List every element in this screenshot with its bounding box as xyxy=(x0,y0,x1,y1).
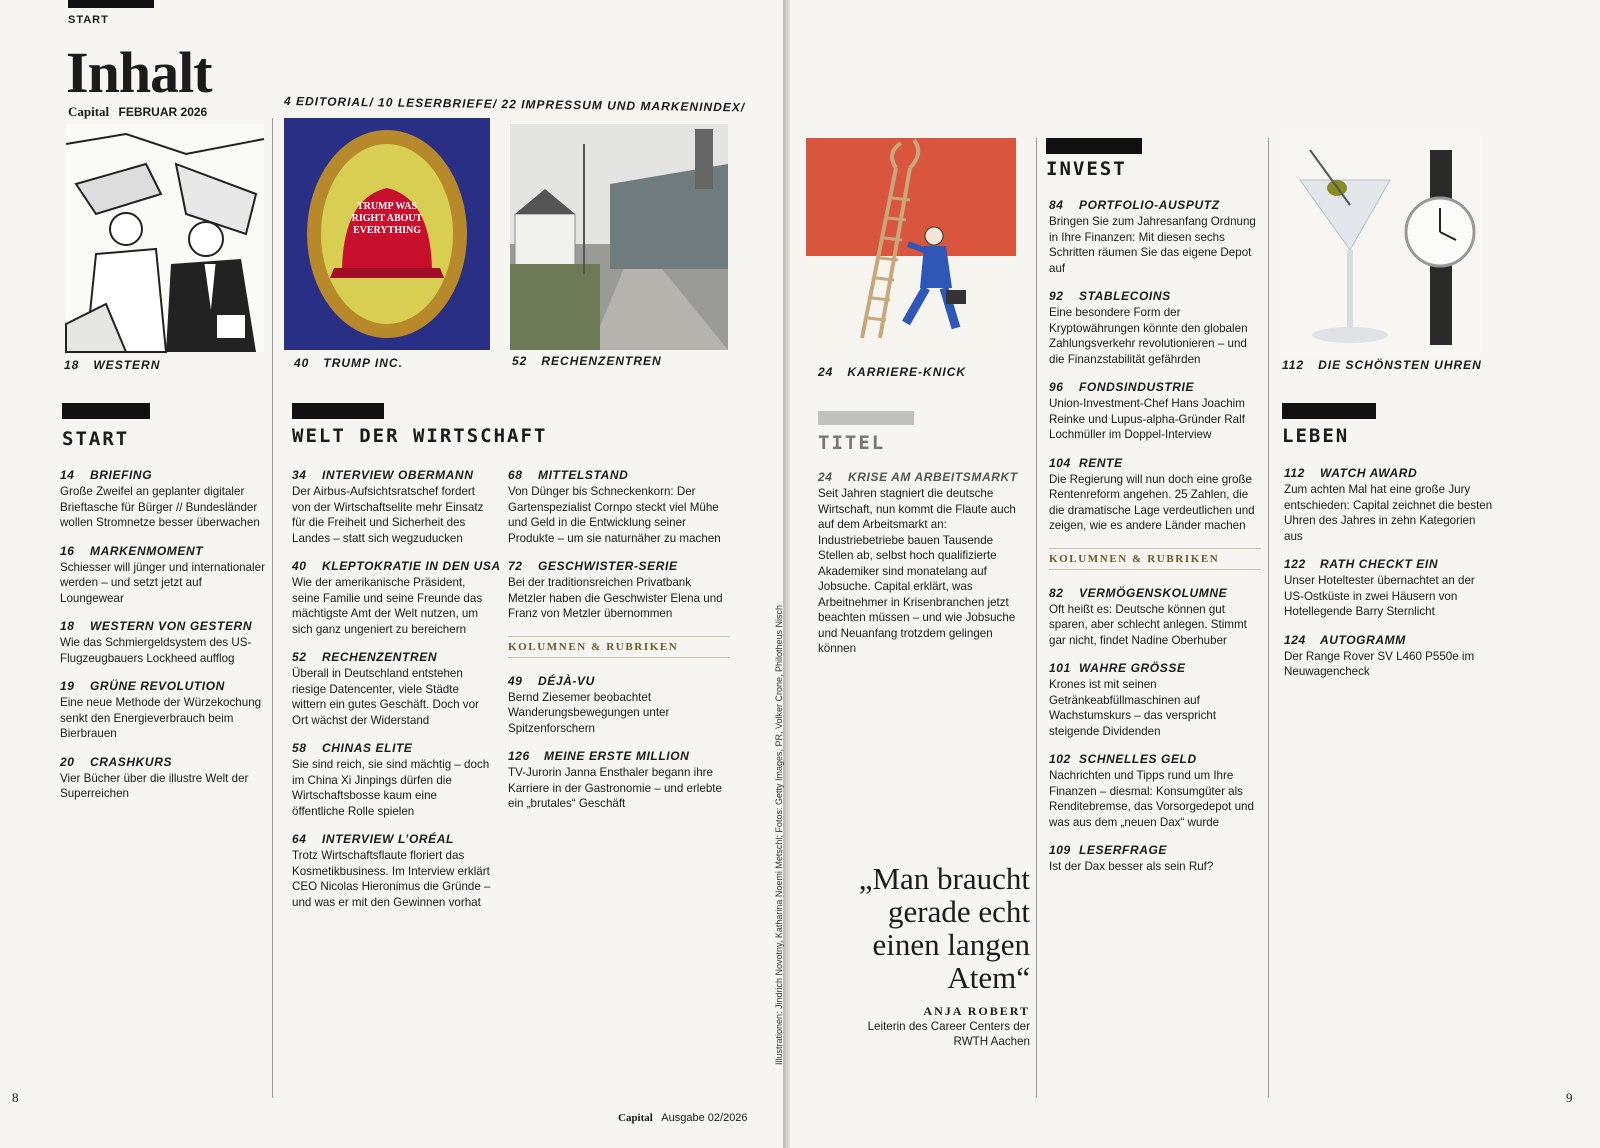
entry-title: MITTELSTAND xyxy=(538,468,629,482)
toc-entry[interactable] xyxy=(292,559,501,637)
toc-entry[interactable] xyxy=(60,619,265,666)
section-wirtschaft-heading: WELT DER WIRTSCHAFT xyxy=(292,425,548,447)
entry-text: Eine besondere Form der Kryptowährungen könnte den globalen Zahlungsverkehr revolutionieren – und die Finanzstabilität gefährden xyxy=(1049,306,1248,366)
entry-page: 20 xyxy=(60,754,75,769)
toc-entry[interactable] xyxy=(1049,456,1261,534)
section-marker-bar xyxy=(68,0,154,8)
entry-page: 104 xyxy=(1049,455,1071,470)
toc-entry[interactable] xyxy=(1284,557,1494,620)
entry-title: INTERVIEW OBERMANN xyxy=(322,468,474,482)
toc-entry[interactable] xyxy=(508,749,730,812)
rubriken-label: KOLUMNEN & RUBRIKEN xyxy=(508,636,730,658)
entry-text: Ist der Dax besser als sein Ruf? xyxy=(1049,860,1214,873)
toc-entry[interactable] xyxy=(508,468,730,546)
section-titel-heading: TITEL xyxy=(818,432,886,454)
caption-karriere xyxy=(818,365,966,379)
entry-text: TV-Jurorin Janna Ensthaler begann ihre Karriere in der Gastronomie – und erlebte ein „brutales“ Geschäft xyxy=(508,766,722,810)
section-bar xyxy=(1046,138,1142,154)
entry-text: Wie der amerikanische Präsident, seine Familie und seine Freunde das mächtigste Amt der Welt nutzen, um sich ganz ungeniert zu bereichern xyxy=(292,576,483,636)
entry-title: INTERVIEW L’ORÉAL xyxy=(322,832,454,846)
hat-text-line: EVERYTHING xyxy=(353,225,421,236)
entry-page: 16 xyxy=(60,543,75,558)
caption-num: 40 xyxy=(294,356,310,370)
entry-text: Die Regierung will nun doch eine große Rentenreform angehen. 25 Zahlen, die die dramatische Lage verdeutlichen und zeigen, wie es andere Länder machen xyxy=(1049,472,1255,532)
section-bar xyxy=(1282,403,1376,419)
entry-page: 40 xyxy=(292,559,307,573)
footer-issue: Ausgabe 02/2026 xyxy=(661,1112,748,1124)
magazine-brand: Capital xyxy=(68,104,110,119)
hat-text-line: TRUMP WAS xyxy=(356,201,418,212)
caption-label: TRUMP INC. xyxy=(323,356,403,370)
entry-title: STABLECOINS xyxy=(1079,289,1171,303)
entry-page: 52 xyxy=(292,650,307,664)
caption-trump xyxy=(294,356,403,370)
column-divider xyxy=(1268,138,1269,1098)
hat-slogan xyxy=(284,201,490,237)
entry-text: Trotz Wirtschaftsflaute floriert das Kosmetikbusiness. Im Interview erklärt CEO Nicolas Hieronimus die Gründe – und was er mit den Gewinnen vorhat xyxy=(292,849,491,909)
toc-entry[interactable] xyxy=(292,741,492,819)
pull-quote: „Man braucht gerade echt einen langen Atem“ xyxy=(858,861,1030,995)
trump-hat-image[interactable] xyxy=(284,118,490,350)
issue-date: FEBRUAR 2026 xyxy=(118,105,208,119)
caption-num: 24 xyxy=(818,365,834,379)
toc-entry[interactable] xyxy=(1049,380,1261,443)
toc-entry[interactable] xyxy=(60,755,265,802)
caption-label: KARRIERE-KNICK xyxy=(847,365,967,379)
invest-entries xyxy=(1049,198,1261,888)
entry-title: VERMÖGENSKOLUMNE xyxy=(1079,585,1228,600)
section-leben-heading: LEBEN xyxy=(1282,425,1350,447)
entry-page: 124 xyxy=(1284,632,1306,647)
western-comic-image[interactable] xyxy=(66,124,264,352)
caption-rechenzentren xyxy=(512,354,662,368)
caption-num: 112 xyxy=(1282,358,1305,372)
caption-label: WESTERN xyxy=(93,358,161,372)
karriere-illustration[interactable] xyxy=(806,138,1016,360)
entry-text: Bei der traditionsreichen Privatbank Metzler haben die Geschwister Elena und Franz von Metzler übernommen xyxy=(508,576,723,620)
wirtschaft-col2 xyxy=(508,468,730,825)
spine-gutter xyxy=(783,0,790,1148)
photo-credits: Illustrationen: Jindrich Novotny, Katharina Noemi Metschl; Fotos: Getty Images, PR, Volker Crone, Philotheus Nisch xyxy=(774,604,784,1065)
entry-title: WATCH AWARD xyxy=(1320,466,1418,480)
footer-brand: Capital xyxy=(618,1112,653,1124)
column-divider xyxy=(1036,138,1037,1098)
entry-page: 14 xyxy=(60,468,75,482)
entry-title: FONDSINDUSTRIE xyxy=(1079,380,1195,394)
top-links: 4 EDITORIAL/ 10 LESERBRIEFE/ 22 IMPRESSUM UND MARKENINDEX/ xyxy=(283,94,746,115)
entry-text: Union-Investment-Chef Hans Joachim Reinke und Lupus-alpha-Gründer Ralf Lochmüller im Doppel-Interview xyxy=(1049,397,1245,441)
titel-entry-col xyxy=(818,470,1028,670)
entry-page: 49 xyxy=(508,673,523,688)
toc-entry[interactable] xyxy=(1284,633,1494,680)
entry-title: CRASHKURS xyxy=(90,754,173,769)
entry-page: 19 xyxy=(60,679,75,693)
entry-page: 126 xyxy=(508,749,530,763)
entry-text: Vier Bücher über die illustre Welt der Superreichen xyxy=(60,771,249,800)
toc-entry[interactable] xyxy=(60,468,265,531)
section-label: START xyxy=(68,14,109,26)
entry-page: 109 xyxy=(1049,843,1071,857)
entry-title: GESCHWISTER-SERIE xyxy=(538,559,678,573)
entry-text: Der Range Rover SV L460 P550e im Neuwagencheck xyxy=(1284,649,1475,678)
toc-entry[interactable] xyxy=(508,559,730,622)
caption-num: 18 xyxy=(64,358,80,372)
section-bar xyxy=(62,403,150,419)
entry-page: 96 xyxy=(1049,380,1064,394)
caption-label: RECHENZENTREN xyxy=(541,354,662,368)
toc-entry[interactable] xyxy=(292,650,492,728)
caption-num: 52 xyxy=(512,354,528,368)
entry-text: Oft heißt es: Deutsche können gut sparen, aber schlecht anlegen. Stimmt gar nicht, findet Nadine Oberhuber xyxy=(1049,602,1247,647)
column-divider xyxy=(272,118,273,1098)
entry-title: KRISE AM ARBEITSMARKT xyxy=(848,470,1018,484)
page-title: Inhalt xyxy=(66,40,212,105)
entry-page: 64 xyxy=(292,832,307,846)
entry-page: 24 xyxy=(818,470,833,484)
entry-page: 72 xyxy=(508,559,523,573)
entry-text: Der Airbus-Aufsichtsratschef fordert von der Wirtschaftselite mehr Einsatz für die Freiheit und Sicherheit des Landes – statt sich wegzuducken xyxy=(292,485,484,545)
entry-page: 82 xyxy=(1049,585,1064,600)
toc-entry[interactable] xyxy=(1049,661,1261,739)
entry-title: WAHRE GRÖSSE xyxy=(1079,661,1186,675)
entry-text: Krones ist mit seinen Getränkeabfüllmaschinen auf Wachstumskurs – das verspricht steigende Dividenden xyxy=(1049,678,1217,738)
toc-entry[interactable] xyxy=(1049,843,1261,875)
toc-entry[interactable] xyxy=(292,468,492,546)
rubriken-label: KOLUMNEN & RUBRIKEN xyxy=(1049,548,1261,570)
entry-title: AUTOGRAMM xyxy=(1320,632,1406,647)
right-page xyxy=(618,0,1600,1148)
toc-entry[interactable] xyxy=(60,679,265,742)
toc-entry[interactable] xyxy=(1049,752,1261,830)
toc-entry[interactable] xyxy=(60,544,265,607)
entry-text: Überall in Deutschland entstehen riesige Datencenter, viele Städte wittern ein gutes Geschäft. Doch vor Ort wächst der Widerstand xyxy=(292,667,479,727)
entry-title: MARKENMOMENT xyxy=(90,543,204,558)
toc-entry[interactable] xyxy=(1049,586,1261,649)
entry-page: 84 xyxy=(1049,198,1064,212)
entry-text: Seit Jahren stagniert die deutsche Wirtschaft, nun kommt die Flaute auch auf dem Arbeitsmarkt an: Industriebetriebe bauen Tausende Stellen ab, selbst hoch qualifizierte Akademiker sind monatelang auf Jobsuche. Capital erklärt, was Arbeitnehmer in Krisenbranchen jetzt beachten müssen – und wie Jobsuche und Neuanfang trotzdem gelingen können xyxy=(818,487,1016,655)
wirtschaft-col1 xyxy=(292,468,501,923)
entry-title: MEINE ERSTE MILLION xyxy=(544,749,690,763)
datacenter-photo[interactable] xyxy=(510,124,728,350)
quote-author-role: Leiterin des Career Centers der RWTH Aachen xyxy=(867,1020,1030,1048)
entry-text: Eine neue Methode der Würzekochung senkt den Energieverbrauch beim Bierbrauen xyxy=(60,696,262,740)
section-start-heading: START xyxy=(62,428,130,450)
quote-author: ANJA ROBERT xyxy=(923,1004,1030,1018)
left-page xyxy=(0,0,783,1148)
entry-text: Bringen Sie zum Jahresanfang Ordnung in Ihre Finanzen: Mit diesen sechs Schritten räumen Sie das eigene Depot auf xyxy=(1049,215,1256,275)
toc-entry[interactable] xyxy=(508,674,730,737)
caption-western xyxy=(64,358,160,372)
section-invest-heading: INVEST xyxy=(1046,158,1127,180)
entry-page: 18 xyxy=(60,619,75,633)
toc-entry[interactable] xyxy=(1049,289,1261,367)
entry-title: WESTERN VON GESTERN xyxy=(90,619,253,633)
section-bar xyxy=(818,411,914,425)
section-bar xyxy=(292,403,384,419)
page-number-right: 9 xyxy=(1566,1090,1573,1105)
entry-title: PORTFOLIO-AUSPUTZ xyxy=(1079,198,1220,212)
toc-entry[interactable] xyxy=(818,470,1028,657)
entry-text: Nachrichten und Tipps rund um Ihre Finanzen – diesmal: Konsumgüter als Renditebremse, das Vorsorgedepot und was aus dem „neuen Dax“ wurde xyxy=(1049,769,1254,829)
entry-title: GRÜNE REVOLUTION xyxy=(90,679,225,693)
caption-uhren xyxy=(1282,358,1482,372)
entry-page: 102 xyxy=(1049,752,1071,766)
entry-text: Bernd Ziesemer beobachtet Wanderungsbewegungen unter Spitzenforschern xyxy=(508,690,670,735)
entry-title: BRIEFING xyxy=(90,468,153,482)
start-entries xyxy=(60,468,265,815)
toc-entry[interactable] xyxy=(1284,466,1494,544)
entry-text: Zum achten Mal hat eine große Jury entschieden: Capital zeichnet die besten Uhren des Jahres in zehn Kategorien aus xyxy=(1284,483,1493,543)
entry-text: Unser Hoteltester übernachtet an der US-Ostküste in zwei Häusern von Hotellegende Barry Sternlicht xyxy=(1284,574,1475,618)
entry-title: RATH CHECKT EIN xyxy=(1320,557,1439,571)
entry-title: KLEPTOKRATIE IN DEN USA xyxy=(322,559,501,573)
entry-text: Wie das Schmiergeldsystem des US-Flugzeugbauers Lockheed aufflog xyxy=(60,636,252,665)
toc-entry[interactable] xyxy=(292,832,492,910)
entry-page: 92 xyxy=(1049,289,1064,303)
entry-title: DÉJÀ-VU xyxy=(538,673,595,688)
entry-page: 112 xyxy=(1284,466,1305,480)
entry-text: Große Zweifel an geplanter digitaler Brieftasche für Bürger // Bundesländer wollen Stromnetze besser überwachen xyxy=(60,485,260,529)
entry-title: RENTE xyxy=(1079,455,1123,470)
entry-page: 34 xyxy=(292,468,307,482)
toc-entry[interactable] xyxy=(1049,198,1261,276)
entry-page: 58 xyxy=(292,741,307,755)
entry-title: SCHNELLES GELD xyxy=(1079,752,1197,766)
hat-text-line: RIGHT ABOUT xyxy=(351,213,423,224)
caption-label: DIE SCHÖNSTEN UHREN xyxy=(1318,358,1482,372)
entry-page: 101 xyxy=(1049,661,1071,675)
entry-title: LESERFRAGE xyxy=(1079,843,1168,857)
entry-text: Schiesser will jünger und internationaler werden – und setzt jetzt auf Loungewear xyxy=(60,560,265,605)
entry-text: Von Dünger bis Schneckenkorn: Der Gartenspezialist Cornpo steckt viel Mühe und Geld in die Entwicklung seiner Produkte – um sie naturnäher zu machen xyxy=(508,485,721,545)
watch-martini-photo[interactable] xyxy=(1280,130,1482,354)
quote-author-block xyxy=(830,1004,1030,1049)
leben-entries xyxy=(1284,466,1494,693)
page-footer xyxy=(618,1112,748,1124)
entry-title: CHINAS ELITE xyxy=(322,741,413,755)
entry-title: RECHENZENTREN xyxy=(322,650,438,664)
magazine-line xyxy=(68,104,207,120)
entry-page: 68 xyxy=(508,468,523,482)
entry-page: 122 xyxy=(1284,557,1306,571)
page-number-left: 8 xyxy=(12,1090,19,1105)
entry-text: Sie sind reich, sie sind mächtig – doch im China Xi Jinpings dürfen die Wirtschaftsbosse kaum eine öffentliche Rolle spielen xyxy=(292,758,490,818)
